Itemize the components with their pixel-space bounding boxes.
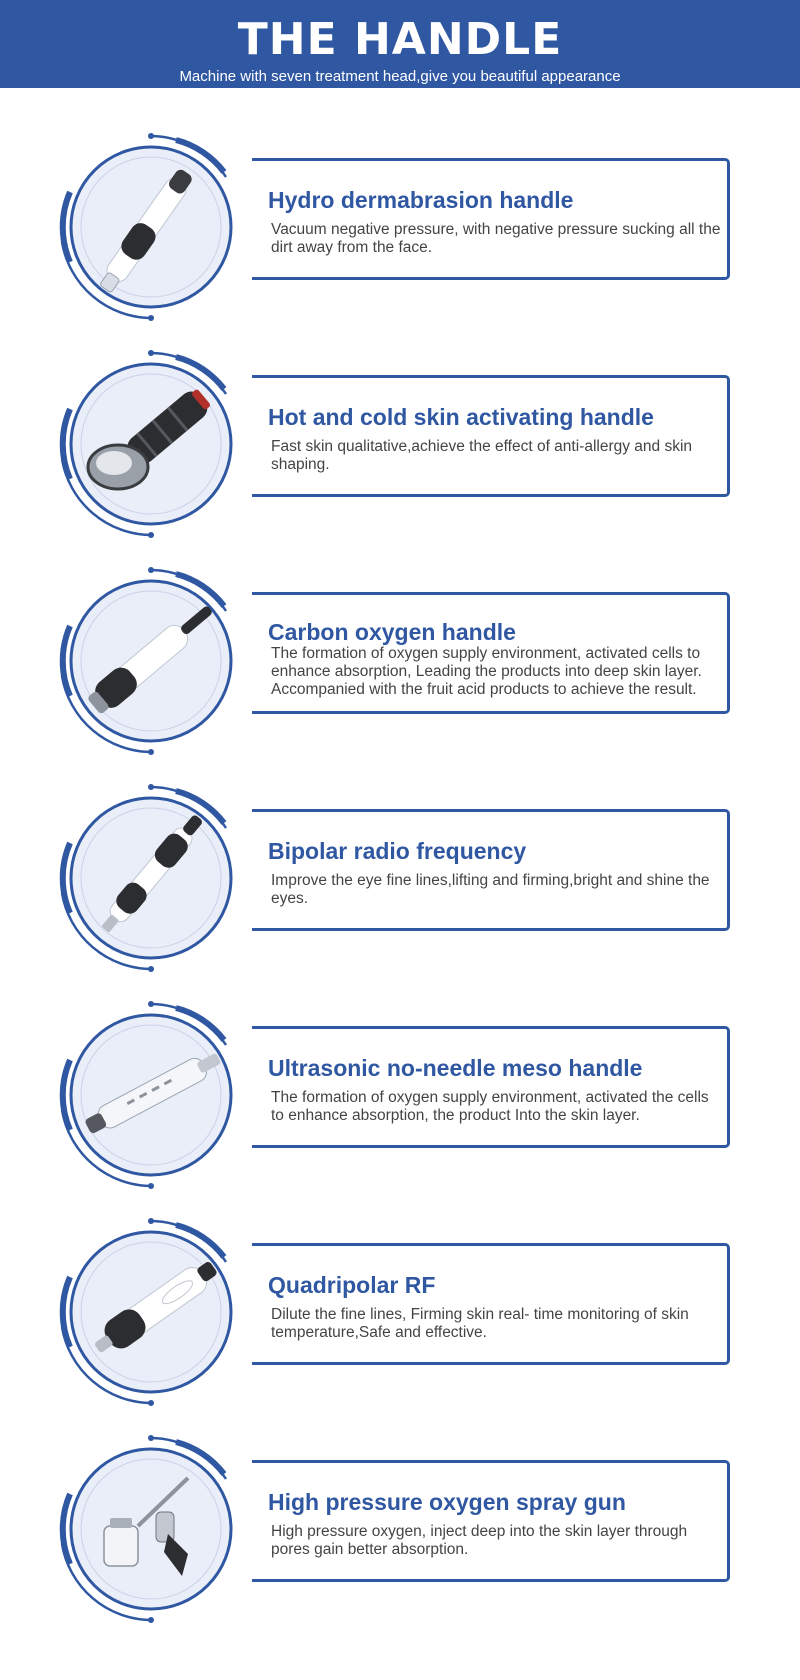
handle-description: Vacuum negative pressure, with negative pressure sucking all the dirt away from the face. <box>271 221 721 256</box>
handle-card <box>252 809 730 931</box>
handle-title: Carbon oxygen handle <box>268 619 516 645</box>
handle-card <box>252 158 730 280</box>
handle-title: High pressure oxygen spray gun <box>268 1489 626 1515</box>
handle-card <box>252 1026 730 1148</box>
handle-description: Fast skin qualitative,achieve the effect of anti-allergy and skin shaping. <box>271 438 693 473</box>
handle-card <box>252 1460 730 1582</box>
handle-item <box>0 783 800 983</box>
handle-item <box>0 132 800 332</box>
carbon-oxygen-handle-icon <box>56 566 246 756</box>
page-subtitle: Machine with seven treatment head,give you beautiful appearance <box>179 68 621 85</box>
handle-card <box>252 592 730 714</box>
handle-title: Hydro dermabrasion handle <box>268 187 574 213</box>
handle-description: Improve the eye fine lines,lifting and firming,bright and shine the eyes. <box>271 872 710 907</box>
handle-title: Ultrasonic no-needle meso handle <box>268 1055 643 1081</box>
hot-cold-handle-icon <box>56 349 246 539</box>
handle-card <box>252 375 730 497</box>
page-title: THE HANDLE <box>237 14 563 65</box>
handle-item <box>0 349 800 549</box>
handle-item <box>0 1217 800 1417</box>
handle-title: Bipolar radio frequency <box>268 838 527 864</box>
handle-description: The formation of oxygen supply environment, activated cells to enhance absorption, Leading the products into deep skin layer. Accompanied with the fruit acid products to achieve the result. <box>271 645 702 698</box>
ultrasonic-meso-handle-icon <box>56 1000 246 1190</box>
handle-description: The formation of oxygen supply environment, activated the cells to enhance absorption, the product Into the skin layer. <box>271 1089 709 1124</box>
header-banner <box>0 0 800 88</box>
handle-card <box>252 1243 730 1365</box>
handle-title: Quadripolar RF <box>268 1272 436 1298</box>
handle-item <box>0 1000 800 1200</box>
quadripolar-rf-handle-icon <box>56 1217 246 1407</box>
oxygen-spray-gun-icon <box>56 1434 246 1624</box>
bipolar-rf-handle-icon <box>56 783 246 973</box>
handle-item <box>0 566 800 766</box>
handle-description: Dilute the fine lines, Firming skin real- time monitoring of skin temperature,Safe and effective. <box>271 1306 689 1341</box>
hydro-dermabrasion-handle-icon <box>56 132 246 322</box>
handle-description: High pressure oxygen, inject deep into the skin layer through pores gain better absorption. <box>271 1523 688 1558</box>
handle-title: Hot and cold skin activating handle <box>268 404 654 430</box>
handle-item <box>0 1434 800 1634</box>
